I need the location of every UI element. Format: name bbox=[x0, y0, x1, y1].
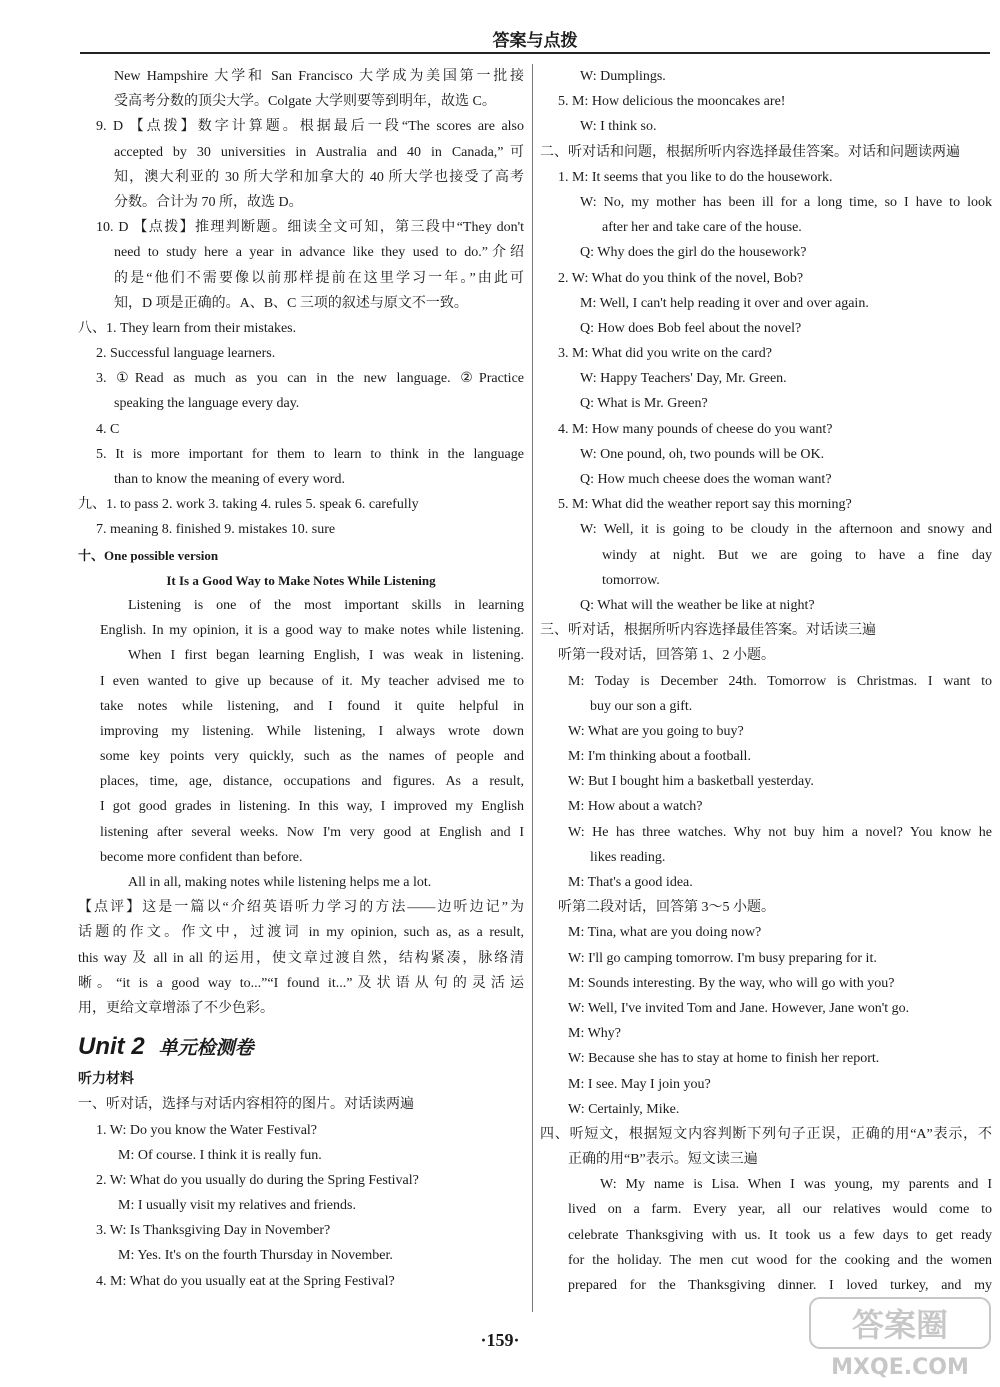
text-line: M: How about a watch? bbox=[568, 799, 703, 815]
text-line: 四、听短文，根据短文内容判断下列句子正误，正确的用“A”表示，不 bbox=[540, 1126, 992, 1142]
text-line: M: Sounds interesting. By the way, who will go with you? bbox=[568, 975, 895, 991]
text-line: W: What are you going to buy? bbox=[568, 723, 744, 739]
text-line: 话题的作文。作文中，过渡词 in my opinion, such as, as a result, bbox=[78, 925, 524, 941]
text-line: 4. M: How many pounds of cheese do you want? bbox=[558, 421, 833, 437]
text-line: 1. W: Do you know the Water Festival? bbox=[96, 1122, 318, 1138]
watermark-logo-text: 答案圈 bbox=[851, 1306, 949, 1344]
unit-subtitle: 单元检测卷 bbox=[158, 1037, 254, 1060]
page-header bbox=[80, 20, 990, 56]
text-line: All in all, making notes while listening helps me a lot. bbox=[128, 875, 432, 890]
text-line: W: Happy Teachers' Day, Mr. Green. bbox=[580, 371, 787, 387]
column-divider bbox=[532, 64, 533, 1312]
unit-name: Unit 2 bbox=[78, 1033, 145, 1061]
text-line: tomorrow. bbox=[602, 572, 660, 588]
text-line: 10. D 【点拨】推理判断题。细读全文可知，第三段中“They don't bbox=[96, 220, 524, 236]
text-line: buy our son a gift. bbox=[590, 698, 693, 714]
text-line: for the holiday. The men cut wood for the cooking and the women bbox=[568, 1252, 992, 1268]
text-line: 5. M: How delicious the mooncakes are! bbox=[558, 94, 786, 110]
text-line: 4. C bbox=[96, 421, 120, 437]
text-line: likes reading. bbox=[590, 849, 666, 865]
text-line: become more confident than before. bbox=[100, 849, 303, 865]
text-line: 知，澳大利亚的 30 所大学和加拿大的 40 所大学也接受了高考 bbox=[114, 169, 524, 185]
text-line: M: I see. May I join you? bbox=[568, 1076, 711, 1092]
text-line: 5. M: What did the weather report say this morning? bbox=[558, 497, 852, 513]
text-line: 3. ①Read as much as you can in the new language. ②Practice bbox=[96, 371, 524, 387]
text-line: Q: What is Mr. Green? bbox=[580, 396, 708, 412]
text-line: M: Of course. I think it is really fun. bbox=[118, 1147, 322, 1163]
text-line: 晰。“it is a good way to...”“I found it...”及状语从句的灵活运 bbox=[78, 975, 524, 991]
text-line: improving my listening. While listening, I always wrote down bbox=[100, 723, 524, 739]
text-line: accepted by 30 universities in Australia and 40 in Canada,”可 bbox=[114, 144, 524, 160]
text-line: W: I think so. bbox=[580, 119, 657, 135]
text-line: 分数。合计为 70 所，故选 D。 bbox=[114, 194, 303, 210]
text-line: M: I'm thinking about a football. bbox=[568, 749, 751, 765]
text-line: prepared for the Thanksgiving dinner. I loved turkey, and my bbox=[568, 1278, 992, 1293]
text-line: M: Tina, what are you doing now? bbox=[568, 925, 762, 941]
text-line: 2. W: What do you usually do during the Spring Festival? bbox=[96, 1172, 419, 1188]
text-line: W: I'll go camping tomorrow. I'm busy preparing for it. bbox=[568, 950, 877, 966]
left-text-block bbox=[78, 64, 524, 1021]
listening-heading: 听力材料 bbox=[78, 1071, 134, 1088]
text-line: M: I usually visit my relatives and friends. bbox=[118, 1198, 356, 1214]
text-line: Listening is one of the most important skills in learning bbox=[128, 597, 524, 613]
watermark-site-text: MXQE.COM bbox=[831, 1355, 969, 1380]
text-line: 的是“他们不需要像以前那样提前在这里学习一年。”由此可 bbox=[114, 270, 524, 286]
right-text-block bbox=[540, 64, 992, 1298]
text-line: celebrate Thanksgiving with us. It took us a few days to get ready bbox=[568, 1227, 992, 1243]
text-line: New Hampshire 大学和 San Francisco 大学成为美国第一批接 bbox=[114, 69, 524, 84]
text-line: Q: Why does the girl do the housework? bbox=[580, 245, 807, 261]
text-line: M: Today is December 24th. Tomorrow is Christmas. I want to bbox=[568, 673, 992, 689]
text-line: M: Why? bbox=[568, 1026, 622, 1042]
text-line: It Is a Good Way to Make Notes While Listening bbox=[166, 572, 436, 588]
text-line: than to know the meaning of every word. bbox=[114, 472, 345, 487]
text-line: Q: How does Bob feel about the novel? bbox=[580, 320, 802, 336]
left-column bbox=[78, 64, 524, 1294]
text-line: 1. M: It seems that you like to do the housework. bbox=[558, 169, 833, 185]
text-line: W: Certainly, Mike. bbox=[568, 1101, 680, 1117]
text-line: take notes while listening, and I found it quite helpful in bbox=[100, 698, 524, 714]
text-line: 二、听对话和问题，根据所听内容选择最佳答案。对话和问题读两遍 bbox=[540, 144, 960, 160]
text-line: 一、听对话，选择与对话内容相符的图片。对话读两遍 bbox=[78, 1097, 414, 1113]
text-line: 3. W: Is Thanksgiving Day in November? bbox=[96, 1223, 331, 1239]
text-line: English. In my opinion, it is a good way to make notes while listening. bbox=[100, 623, 524, 639]
text-line: 2. Successful language learners. bbox=[96, 346, 276, 362]
header-title: 答案与点拨 bbox=[492, 31, 578, 51]
text-line: 知，D 项是正确的。A、B、C 三项的叙述与原文不一致。 bbox=[114, 295, 468, 311]
text-line: W: He has three watches. Why not buy him a novel? You know he bbox=[568, 824, 992, 840]
text-line: 正确的用“B”表示。短文读三遍 bbox=[568, 1152, 758, 1168]
text-line: I got good grades in listening. In this way, I improved my English bbox=[100, 799, 524, 815]
text-line: W: My name is Lisa. When I was young, my parents and I bbox=[600, 1177, 992, 1193]
text-line: 【点评】这是一篇以“介绍英语听力学习的方法——边听边记”为 bbox=[78, 900, 524, 916]
text-line: 八、1. They learn from their mistakes. bbox=[78, 320, 297, 336]
text-line: 听第一段对话，回答第 1、2 小题。 bbox=[558, 648, 775, 664]
text-line: M: Well, I can't help reading it over and over again. bbox=[580, 295, 869, 311]
text-line: Q: How much cheese does the woman want? bbox=[580, 472, 832, 487]
text-line: this way 及 all in all 的运用，使文章过渡自然，结构紧凑，脉络清 bbox=[78, 950, 524, 966]
text-line: need to study here a year in advance like they used to do.”介绍 bbox=[114, 245, 524, 261]
text-line: windy at night. But we are going to have a fine day bbox=[602, 547, 992, 563]
text-line: M: That's a good idea. bbox=[568, 875, 693, 890]
text-line: W: Dumplings. bbox=[580, 69, 666, 84]
text-line: places, time, age, distance, occupations and figures. As a result, bbox=[100, 774, 524, 790]
text-line: 受高考分数的顶尖大学。Colgate 大学则要等到明年，故选 C。 bbox=[114, 94, 496, 110]
text-line: 4. M: What do you usually eat at the Spring Festival? bbox=[96, 1273, 395, 1289]
page-number: ·159· bbox=[480, 1330, 520, 1350]
text-line: lived on a farm. Every year, all our relatives would come to bbox=[568, 1202, 992, 1218]
text-line: 用，更给文章增添了不少色彩。 bbox=[78, 1000, 274, 1016]
text-line: listening after several weeks. Now I'm very good at English and I bbox=[100, 824, 524, 840]
watermark-logo bbox=[808, 1296, 994, 1382]
text-line: 听第二段对话，回答第 3～5 小题。 bbox=[558, 900, 775, 916]
text-line: 3. M: What did you write on the card? bbox=[558, 346, 772, 362]
text-line: M: Yes. It's on the fourth Thursday in November. bbox=[118, 1248, 393, 1264]
text-line: 十、One possible version bbox=[78, 547, 219, 563]
right-column bbox=[540, 64, 992, 1298]
text-line: Q: What will the weather be like at night? bbox=[580, 597, 815, 613]
text-line: some key points very quickly, such as the names of people and bbox=[100, 749, 524, 765]
left-listening-block bbox=[78, 1092, 524, 1294]
header-rule bbox=[80, 52, 990, 54]
text-line: 2. W: What do you think of the novel, Bob? bbox=[558, 270, 804, 286]
text-line: W: One pound, oh, two pounds will be OK. bbox=[580, 446, 825, 462]
text-line: after her and take care of the house. bbox=[602, 220, 802, 236]
text-line: 7. meaning 8. finished 9. mistakes 10. sure bbox=[96, 522, 336, 538]
text-line: 九、1. to pass 2. work 3. taking 4. rules 5. speak 6. carefully bbox=[78, 497, 419, 513]
text-line: 三、听对话，根据所听内容选择最佳答案。对话读三遍 bbox=[540, 623, 876, 639]
text-line: W: No, my mother has been ill for a long time, so I have to look bbox=[580, 194, 992, 210]
text-line: W: Well, it is going to be cloudy in the afternoon and snowy and bbox=[580, 522, 992, 538]
text-line: 5. It is more important for them to learn to think in the language bbox=[96, 446, 524, 462]
text-line: W: Because she has to stay at home to finish her report. bbox=[568, 1051, 880, 1067]
text-line: W: Well, I've invited Tom and Jane. However, Jane won't go. bbox=[568, 1000, 910, 1016]
text-line: W: But I bought him a basketball yesterday. bbox=[568, 774, 814, 790]
text-line: 9. D 【点拨】数字计算题。根据最后一段“The scores are also bbox=[96, 119, 524, 135]
text-line: I even wanted to give up because of it. My teacher advised me to bbox=[100, 673, 524, 689]
text-line: speaking the language every day. bbox=[114, 396, 300, 412]
text-line: When I first began learning English, I was weak in listening. bbox=[128, 648, 524, 664]
unit-heading bbox=[78, 1021, 524, 1067]
